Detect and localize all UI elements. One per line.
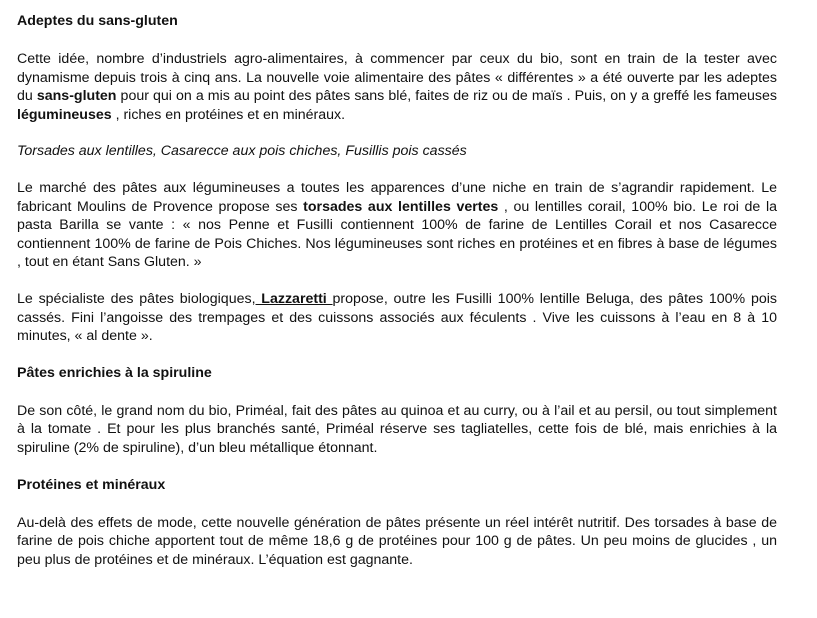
spacer [17,494,777,514]
section-heading-sans-gluten: Adeptes du sans-gluten [17,13,178,29]
paragraph-text: propose, outre les Fusilli 100% lentille Beluga, des pâtes 100% pois cassés. Fini l’angoisse des trempages et des cuissons associés aux féculents . Vive les cuissons à l’eau en 8 à 10 minutes, « al dente ». [17,290,777,345]
spacer [17,30,777,50]
spacer [17,272,777,290]
paragraph-sans-gluten [17,50,777,124]
bold-term-legumineuses: légumineuses [17,106,112,123]
paragraph-text: pour qui on a mis au point des pâtes sans blé, faites de riz ou de maïs . Puis, on y a greffé les fameuses [116,88,777,105]
italic-subtitle: Torsades aux lentilles, Casarecce aux pois chiches, Fusillis pois cassés [17,143,467,160]
spacer [17,382,777,402]
link-lazzaretti[interactable]: Lazzaretti [255,290,333,307]
spacer [17,161,777,179]
paragraph-text: , riches en protéines et en minéraux. [111,106,346,123]
paragraph-proteines: Au-delà des effets de mode, cette nouvelle génération de pâtes présente un réel intérêt nutritif. Des torsades à base de farine de pois chiche apportent tout de même 18,6 g de protéines pour 100 g de pâtes. Un peu moins de glucides , un peu plus de protéines et de minéraux. L’équation est gagnante. [17,514,777,568]
bold-term-torsades: torsades aux lentilles vertes [303,198,499,215]
paragraph-lazzaretti [17,290,777,346]
paragraph-text: Le marché des pâtes aux légumineuses a toutes les apparences d’une niche en train de s’agrandir rapidement. Le fabricant Moulins de Provence propose ses [17,179,777,215]
spacer [17,124,777,142]
spacer [17,458,777,476]
section-heading-spiruline: Pâtes enrichies à la spiruline [17,364,212,381]
spacer [17,346,777,364]
bold-term-sans-gluten: sans-gluten [36,88,117,105]
section-heading-proteines: Protéines et minéraux [17,476,166,493]
paragraph-legumineuses-market [17,179,777,272]
paragraph-spiruline: De son côté, le grand nom du bio, Priméal, fait des pâtes au quinoa et au curry, ou à l’ail et au persil, ou tout simplement à la tomate . Et pour les plus branchés santé, Priméal réserve ses tagliatelles, cette fois de blé, mais enrichies à la spiruline (2% de spiruline), d’un bleu métallique étonnant. [17,402,777,456]
paragraph-text: Le spécialiste des pâtes biologiques, [17,290,256,307]
paragraph-text: Cette idée, nombre d’industriels agro-alimentaires, à commencer par ceux du bio, sont en train de la tester avec dynamisme depuis trois à cinq ans. La nouvelle voie alimentaire des pâtes « différentes » a été ouverte par les adeptes du [17,51,777,105]
paragraph-text: , ou lentilles corail, 100% bio. Le roi de la pasta Barilla se vante : « nos Penne et Fusilli contiennent 100% de farine de Lentilles Corail et nos Casarecce contiennent 100% de farine de Pois Chiches. Nos légumineuses sont riches en protéines et en fibres à base de légumes , tout en étant Sans Gluten. » [17,198,777,271]
